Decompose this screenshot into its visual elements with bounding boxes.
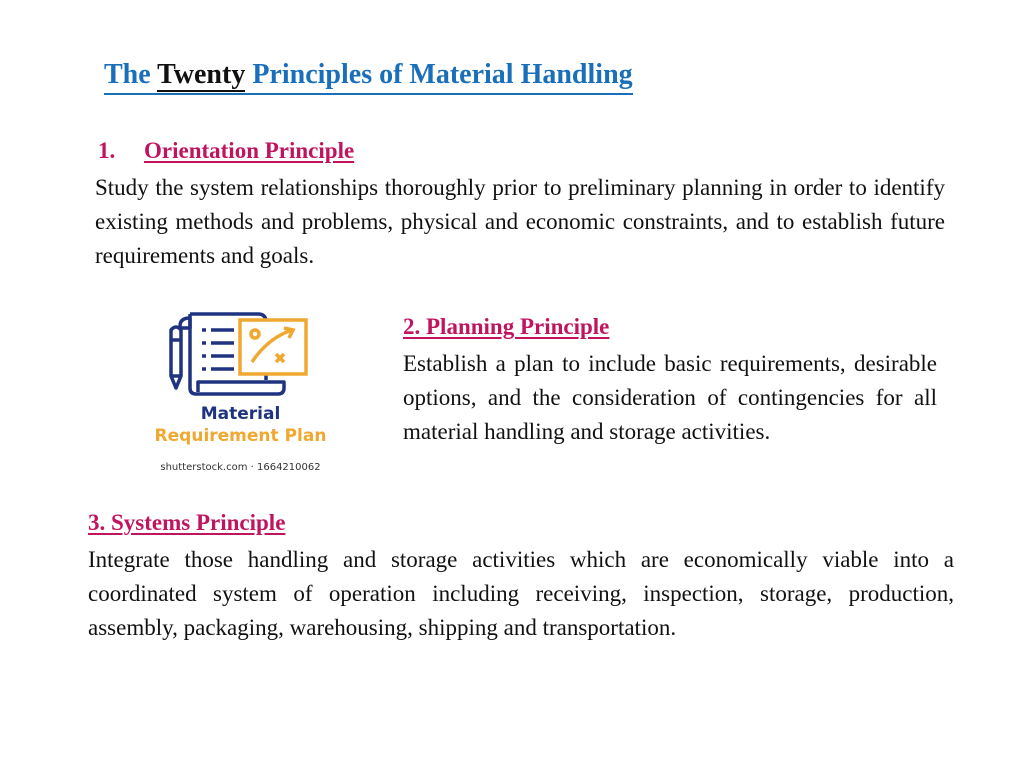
principle-text: Establish a plan to include basic requirements, desirable options, and the consideration of contingencies for all material handling and storage activities. bbox=[403, 351, 937, 444]
title-part-twenty: Twenty bbox=[157, 59, 246, 90]
principle-systems bbox=[88, 506, 954, 645]
principle-heading: 2. Planning Principle bbox=[403, 314, 610, 339]
title-part-rest: Principles of Material Handling bbox=[245, 59, 633, 90]
principle-planning bbox=[403, 310, 937, 449]
principle-heading-row bbox=[98, 134, 945, 171]
title-part-the: The bbox=[104, 59, 158, 90]
principle-text: Integrate those handling and storage activities which are economically viable into a coordinated system of operation including receiving, inspection, storage, production, assembly, packaging, warehousing, shipping and transportation. bbox=[88, 547, 954, 640]
principle-orientation bbox=[95, 134, 945, 273]
figure-credit: shutterstock.com · 1664210062 bbox=[160, 462, 321, 473]
figure-caption-line2: Requirement Plan bbox=[154, 426, 327, 446]
page-title bbox=[104, 58, 633, 95]
principle-heading: 3. Systems Principle bbox=[88, 510, 286, 535]
principle-number: 1. bbox=[98, 138, 116, 163]
document-plan-icon bbox=[118, 300, 363, 400]
principle-heading: Orientation Principle bbox=[144, 138, 355, 163]
figure-caption-line1: Material bbox=[200, 404, 281, 424]
material-requirement-plan-figure bbox=[118, 300, 363, 482]
principle-text: Study the system relationships thoroughly prior to preliminary planning in order to identify existing methods and problems, physical and economic constraints, and to establish future requirements and goals. bbox=[95, 175, 945, 268]
